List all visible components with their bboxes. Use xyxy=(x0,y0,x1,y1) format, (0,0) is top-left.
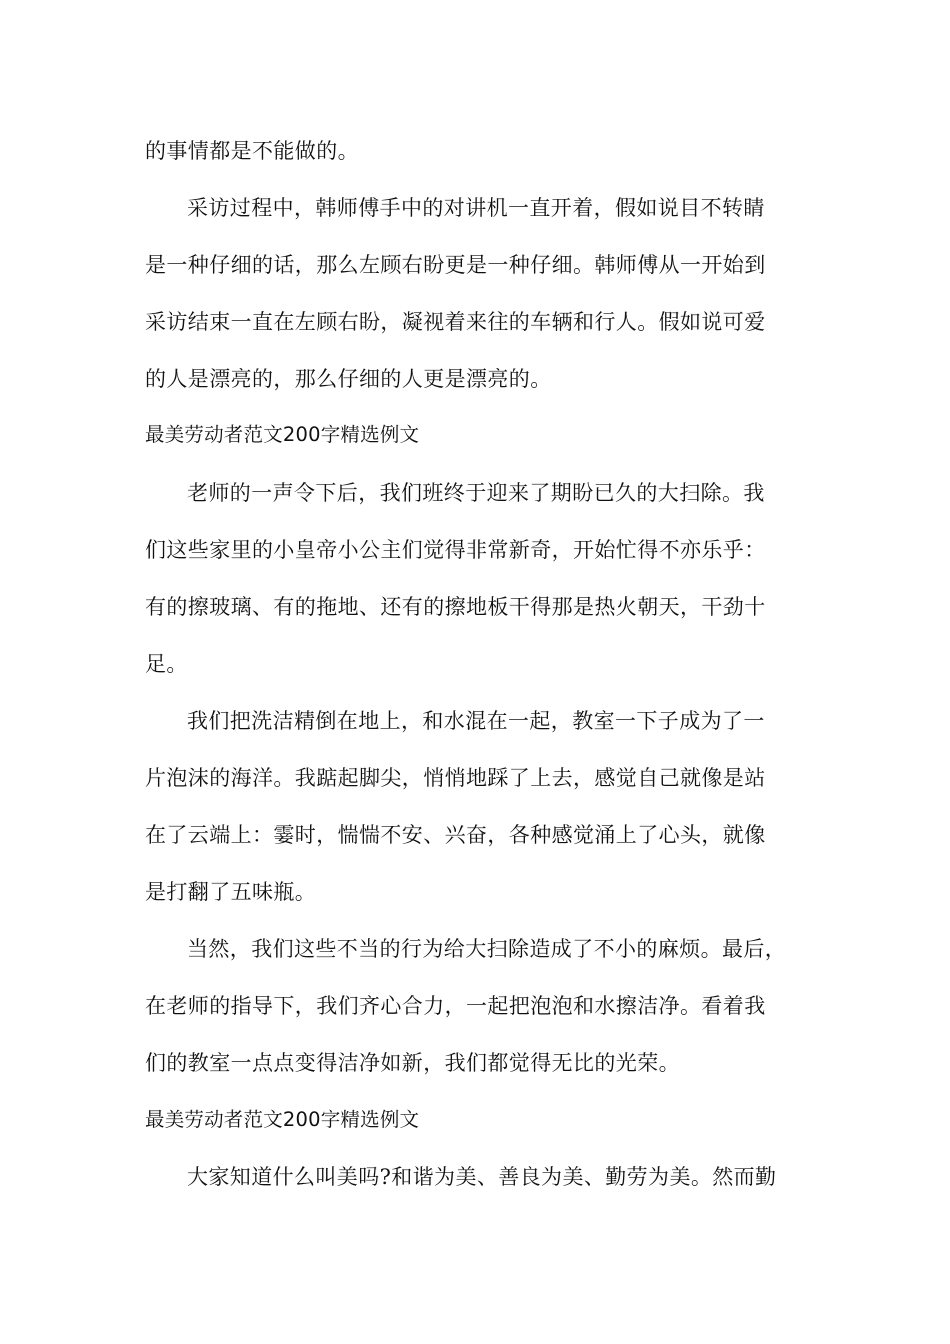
text-line: 片泡沫的海洋。我踮起脚尖，悄悄地踩了上去，感觉自己就像是站 xyxy=(145,766,766,790)
text-line: 老师的一声令下后，我们班终于迎来了期盼已久的大扫除。我 xyxy=(187,481,765,505)
text-line: 是打翻了五味瓶。 xyxy=(145,880,317,904)
text-line: 的人是漂亮的，那么仔细的人更是漂亮的。 xyxy=(145,367,552,391)
text-line: 们的教室一点点变得洁净如新，我们都觉得无比的光荣。 xyxy=(145,1051,680,1075)
text-line: 当然，我们这些不当的行为给大扫除造成了不小的麻烦。最后， xyxy=(187,937,787,961)
text-line: 在老师的指导下，我们齐心合力，一起把泡泡和水擦洁净。看着我 xyxy=(145,994,766,1018)
text-line: 们这些家里的小皇帝小公主们觉得非常新奇，开始忙得不亦乐乎： xyxy=(145,538,766,562)
text-line: 足。 xyxy=(145,652,188,676)
section-heading: 最美劳动者范文200字精选例文 xyxy=(145,1108,420,1131)
text-line: 大家知道什么叫美吗?和谐为美、善良为美、勤劳为美。然而勤 xyxy=(187,1165,777,1189)
text-line: 我们把洗洁精倒在地上，和水混在一起，教室一下子成为了一 xyxy=(187,709,765,733)
text-line: 是一种仔细的话，那么左顾右盼更是一种仔细。韩师傅从一开始到 xyxy=(145,253,766,277)
text-line: 的事情都是不能做的。 xyxy=(145,139,359,163)
text-line: 有的擦玻璃、有的拖地、还有的擦地板干得那是热火朝天，干劲十 xyxy=(145,595,766,619)
text-line: 采访过程中，韩师傅手中的对讲机一直开着，假如说目不转睛 xyxy=(187,196,765,220)
text-line: 在了云端上：霎时，惴惴不安、兴奋，各种感觉涌上了心头，就像 xyxy=(145,823,766,847)
section-heading: 最美劳动者范文200字精选例文 xyxy=(145,423,420,446)
text-line: 采访结束一直在左顾右盼，凝视着来往的车辆和行人。假如说可爱 xyxy=(145,310,766,334)
